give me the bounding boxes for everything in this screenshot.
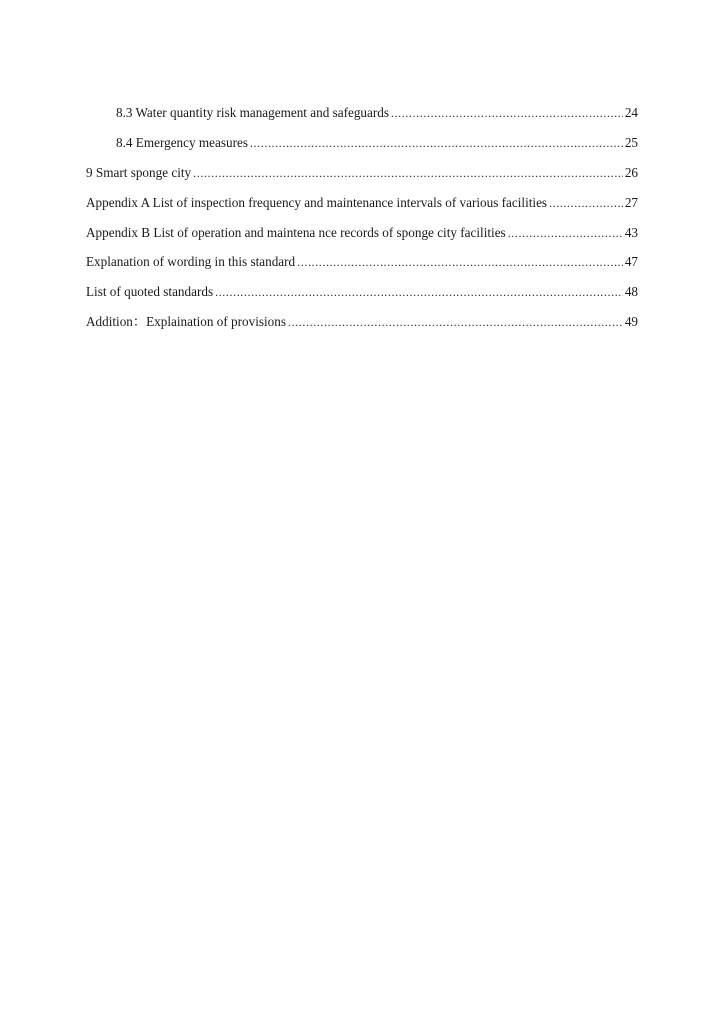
toc-entry-page-number: 27 bbox=[624, 194, 638, 210]
toc-entry[interactable] bbox=[86, 310, 638, 334]
toc-entry[interactable] bbox=[86, 191, 638, 215]
toc-dot-leader bbox=[508, 221, 623, 245]
toc-entry-title: 8.3 Water quantity risk management and safeguards bbox=[116, 105, 389, 120]
toc-entry[interactable] bbox=[86, 221, 638, 245]
toc-dot-leader bbox=[288, 310, 623, 334]
toc-entry-title: Addition：Explaination of provisions bbox=[86, 314, 286, 330]
table-of-contents bbox=[86, 101, 638, 340]
toc-dot-leader bbox=[549, 191, 623, 215]
toc-entry-page-number: 24 bbox=[624, 105, 638, 120]
toc-entry-page-number: 47 bbox=[624, 254, 638, 270]
toc-entry-title: List of quoted standards bbox=[86, 284, 214, 300]
toc-entry[interactable] bbox=[86, 280, 638, 304]
toc-entry-page-number: 43 bbox=[624, 224, 638, 240]
toc-entry-title: Appendix A List of inspection frequency and maintenance intervals of various facilities bbox=[86, 194, 548, 210]
toc-dot-leader bbox=[297, 250, 623, 274]
toc-entry-title: Appendix B List of operation and maintena nce records of sponge city facilities bbox=[86, 224, 506, 240]
toc-dot-leader bbox=[193, 161, 623, 185]
toc-entry[interactable] bbox=[86, 250, 638, 274]
toc-entry[interactable] bbox=[86, 131, 638, 155]
toc-entry-page-number: 26 bbox=[624, 164, 638, 180]
toc-dot-leader bbox=[215, 280, 623, 304]
toc-entry-page-number: 25 bbox=[624, 134, 638, 150]
toc-entry-title: Explanation of wording in this standard bbox=[86, 254, 296, 270]
toc-dot-leader bbox=[391, 101, 623, 125]
toc-entry-title: 9 Smart sponge city bbox=[86, 164, 192, 180]
toc-entry[interactable] bbox=[86, 101, 638, 125]
toc-entry-page-number: 49 bbox=[624, 314, 638, 330]
toc-dot-leader bbox=[250, 131, 623, 155]
toc-entry-title: 8.4 Emergency measures bbox=[116, 134, 248, 150]
toc-entry-page-number: 48 bbox=[624, 284, 638, 300]
toc-entry[interactable] bbox=[86, 161, 638, 185]
